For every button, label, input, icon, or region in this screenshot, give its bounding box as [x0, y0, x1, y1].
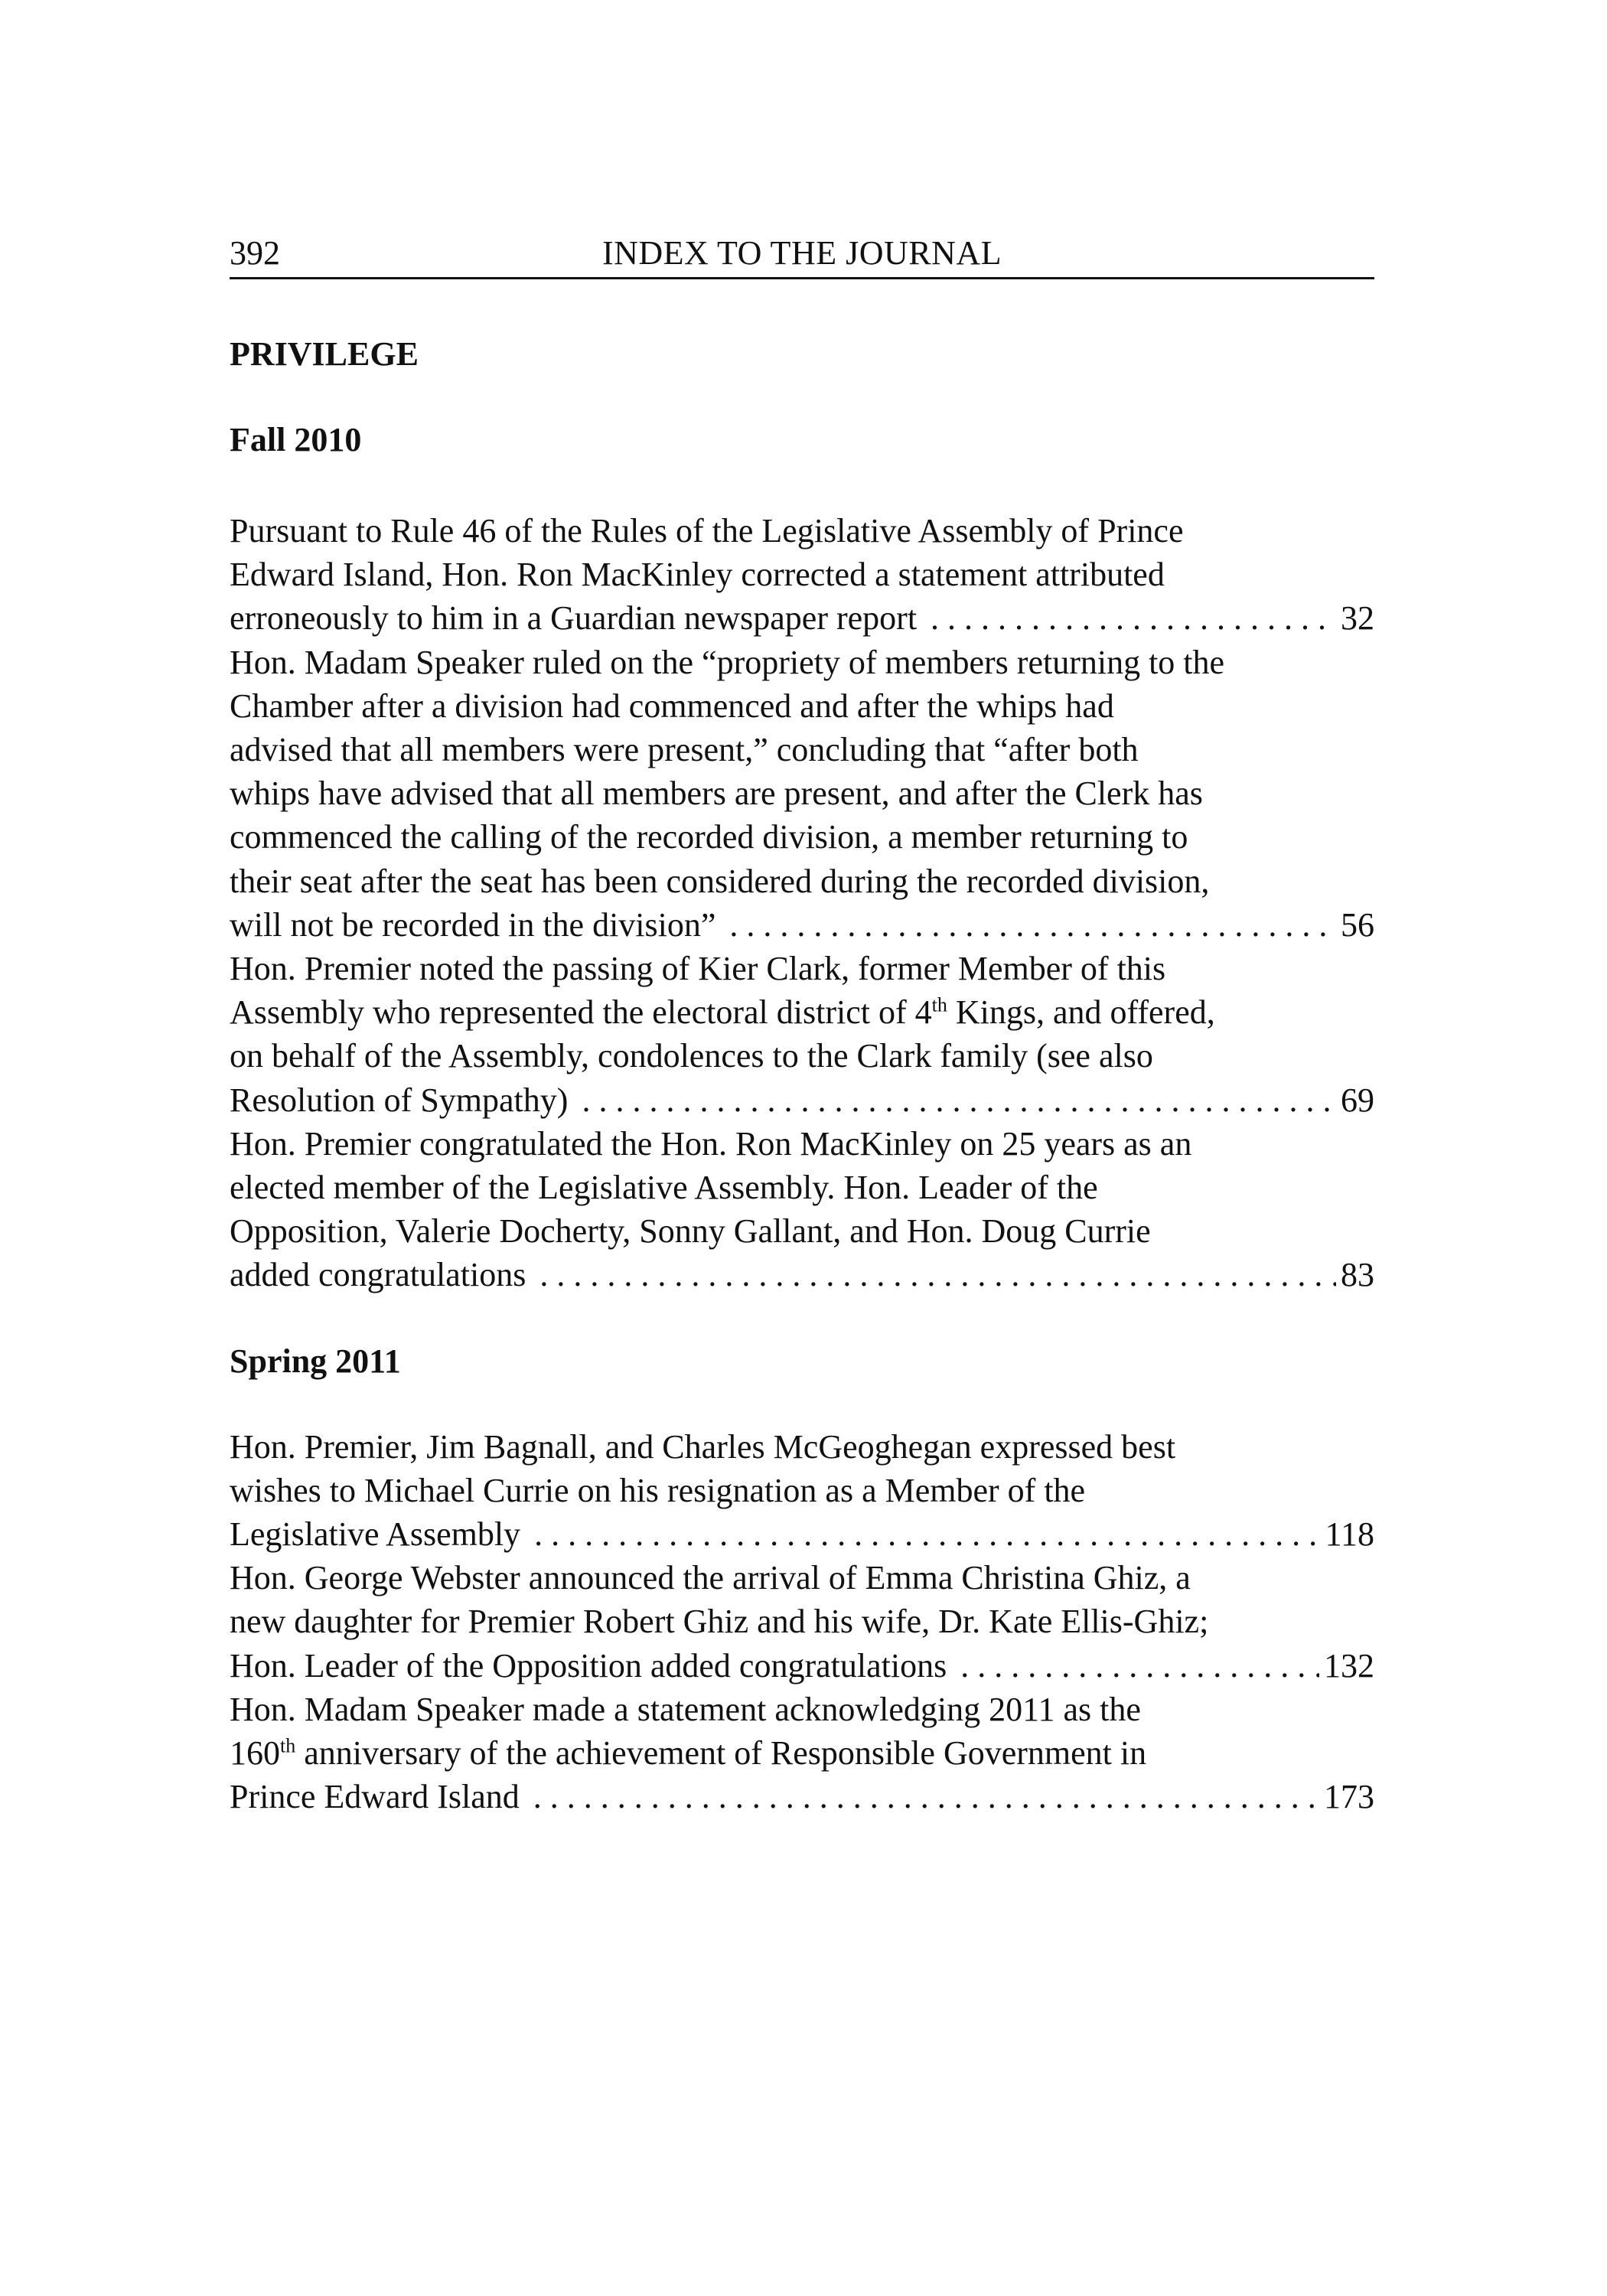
dot-leader	[534, 1512, 1321, 1556]
entry-line: Pursuant to Rule 46 of the Rules of the Legislative Assembly of Prince	[230, 512, 1184, 550]
entry-line: wishes to Michael Currie on his resignation as a Member of the	[230, 1471, 1086, 1509]
entry-line	[230, 1731, 1374, 1775]
entry-last-line	[230, 903, 1374, 947]
dot-leader	[931, 596, 1336, 640]
entry-last-line	[230, 1512, 1374, 1556]
entry-line: new daughter for Premier Robert Ghiz and his wife, Dr. Kate Ellis-Ghiz;	[230, 1603, 1209, 1641]
page-reference: 118	[1325, 1515, 1374, 1554]
entry-line: Chamber after a division had commenced and after the whips had	[230, 687, 1114, 725]
entry-line: Opposition, Valerie Docherty, Sonny Gallant, and Hon. Doug Currie	[230, 1212, 1151, 1251]
entry-text: Kings, and offered,	[947, 993, 1215, 1032]
entry-text: Assembly who represented the electoral district of 4	[230, 993, 932, 1032]
index-entry	[230, 1556, 1374, 1688]
entry-last-line	[230, 1775, 1374, 1818]
entry-line: Resolution of Sympathy)	[230, 1081, 569, 1119]
page-number: 392	[230, 234, 280, 272]
dot-leader	[582, 1078, 1336, 1122]
dot-leader	[533, 1775, 1319, 1818]
entry-line: will not be recorded in the division”	[230, 905, 716, 944]
entry-line: Prince Edward Island	[230, 1778, 520, 1816]
spring-heading: Spring 2011	[230, 1342, 401, 1380]
dot-leader	[729, 903, 1336, 947]
entry-line: Hon. Leader of the Opposition added congratulations	[230, 1646, 947, 1684]
fall-entries	[230, 509, 1374, 1297]
entry-line: Hon. Madam Speaker made a statement acknowledging 2011 as the	[230, 1690, 1141, 1728]
page-reference: 132	[1324, 1646, 1374, 1684]
entry-text: anniversary of the achievement of Responsible Government in	[295, 1734, 1147, 1773]
entry-line: erroneously to him in a Guardian newspaper report	[230, 599, 918, 638]
entry-last-line	[230, 1253, 1374, 1296]
spring-entries	[230, 1425, 1374, 1819]
entry-last-line	[230, 1078, 1374, 1122]
page-reference: 173	[1324, 1778, 1374, 1816]
ordinal-suffix: th	[931, 993, 947, 1016]
entry-text: 160	[230, 1734, 280, 1773]
entry-line: Hon. Premier noted the passing of Kier Clark, former Member of this	[230, 950, 1166, 988]
dot-leader	[960, 1644, 1319, 1688]
entry-line: advised that all members were present,” concluding that “after both	[230, 731, 1139, 769]
entry-line: whips have advised that all members are present, and after the Clerk has	[230, 775, 1203, 813]
index-entry	[230, 947, 1374, 1122]
running-header	[230, 230, 1374, 279]
entry-line: Hon. Madam Speaker ruled on the “propriety of members returning to the	[230, 643, 1225, 681]
entry-line: Hon. George Webster announced the arrival of Emma Christina Ghiz, a	[230, 1559, 1191, 1597]
section-title: PRIVILEGE	[230, 335, 419, 373]
entry-line	[230, 990, 1374, 1034]
page-reference: 69	[1341, 1081, 1374, 1119]
index-entry	[230, 641, 1374, 947]
entry-line: Legislative Assembly	[230, 1515, 521, 1554]
page-reference: 83	[1341, 1256, 1374, 1294]
index-entry	[230, 1425, 1374, 1557]
fall-heading: Fall 2010	[230, 421, 362, 458]
entry-line: on behalf of the Assembly, condolences to the Clark family (see also	[230, 1037, 1153, 1075]
entry-line: Edward Island, Hon. Ron MacKinley corrected a statement attributed	[230, 556, 1165, 594]
entry-line: elected member of the Legislative Assembly. Hon. Leader of the	[230, 1169, 1098, 1207]
running-title: INDEX TO THE JOURNAL	[601, 234, 1002, 272]
index-entry	[230, 1688, 1374, 1819]
index-entry	[230, 509, 1374, 641]
entry-line: Hon. Premier, Jim Bagnall, and Charles McGeoghegan expressed best	[230, 1427, 1176, 1466]
page-reference: 32	[1341, 599, 1374, 638]
ordinal-suffix: th	[280, 1734, 296, 1757]
index-page	[230, 230, 1374, 1818]
entry-line: their seat after the seat has been considered during the recorded division,	[230, 862, 1210, 900]
index-entry	[230, 1122, 1374, 1297]
entry-last-line	[230, 596, 1374, 640]
dot-leader	[539, 1253, 1336, 1296]
entry-line: added congratulations	[230, 1256, 526, 1294]
entry-last-line	[230, 1644, 1374, 1688]
entry-line: Hon. Premier congratulated the Hon. Ron MacKinley on 25 years as an	[230, 1124, 1192, 1163]
page-reference: 56	[1341, 905, 1374, 944]
entry-line: commenced the calling of the recorded division, a member returning to	[230, 818, 1188, 856]
